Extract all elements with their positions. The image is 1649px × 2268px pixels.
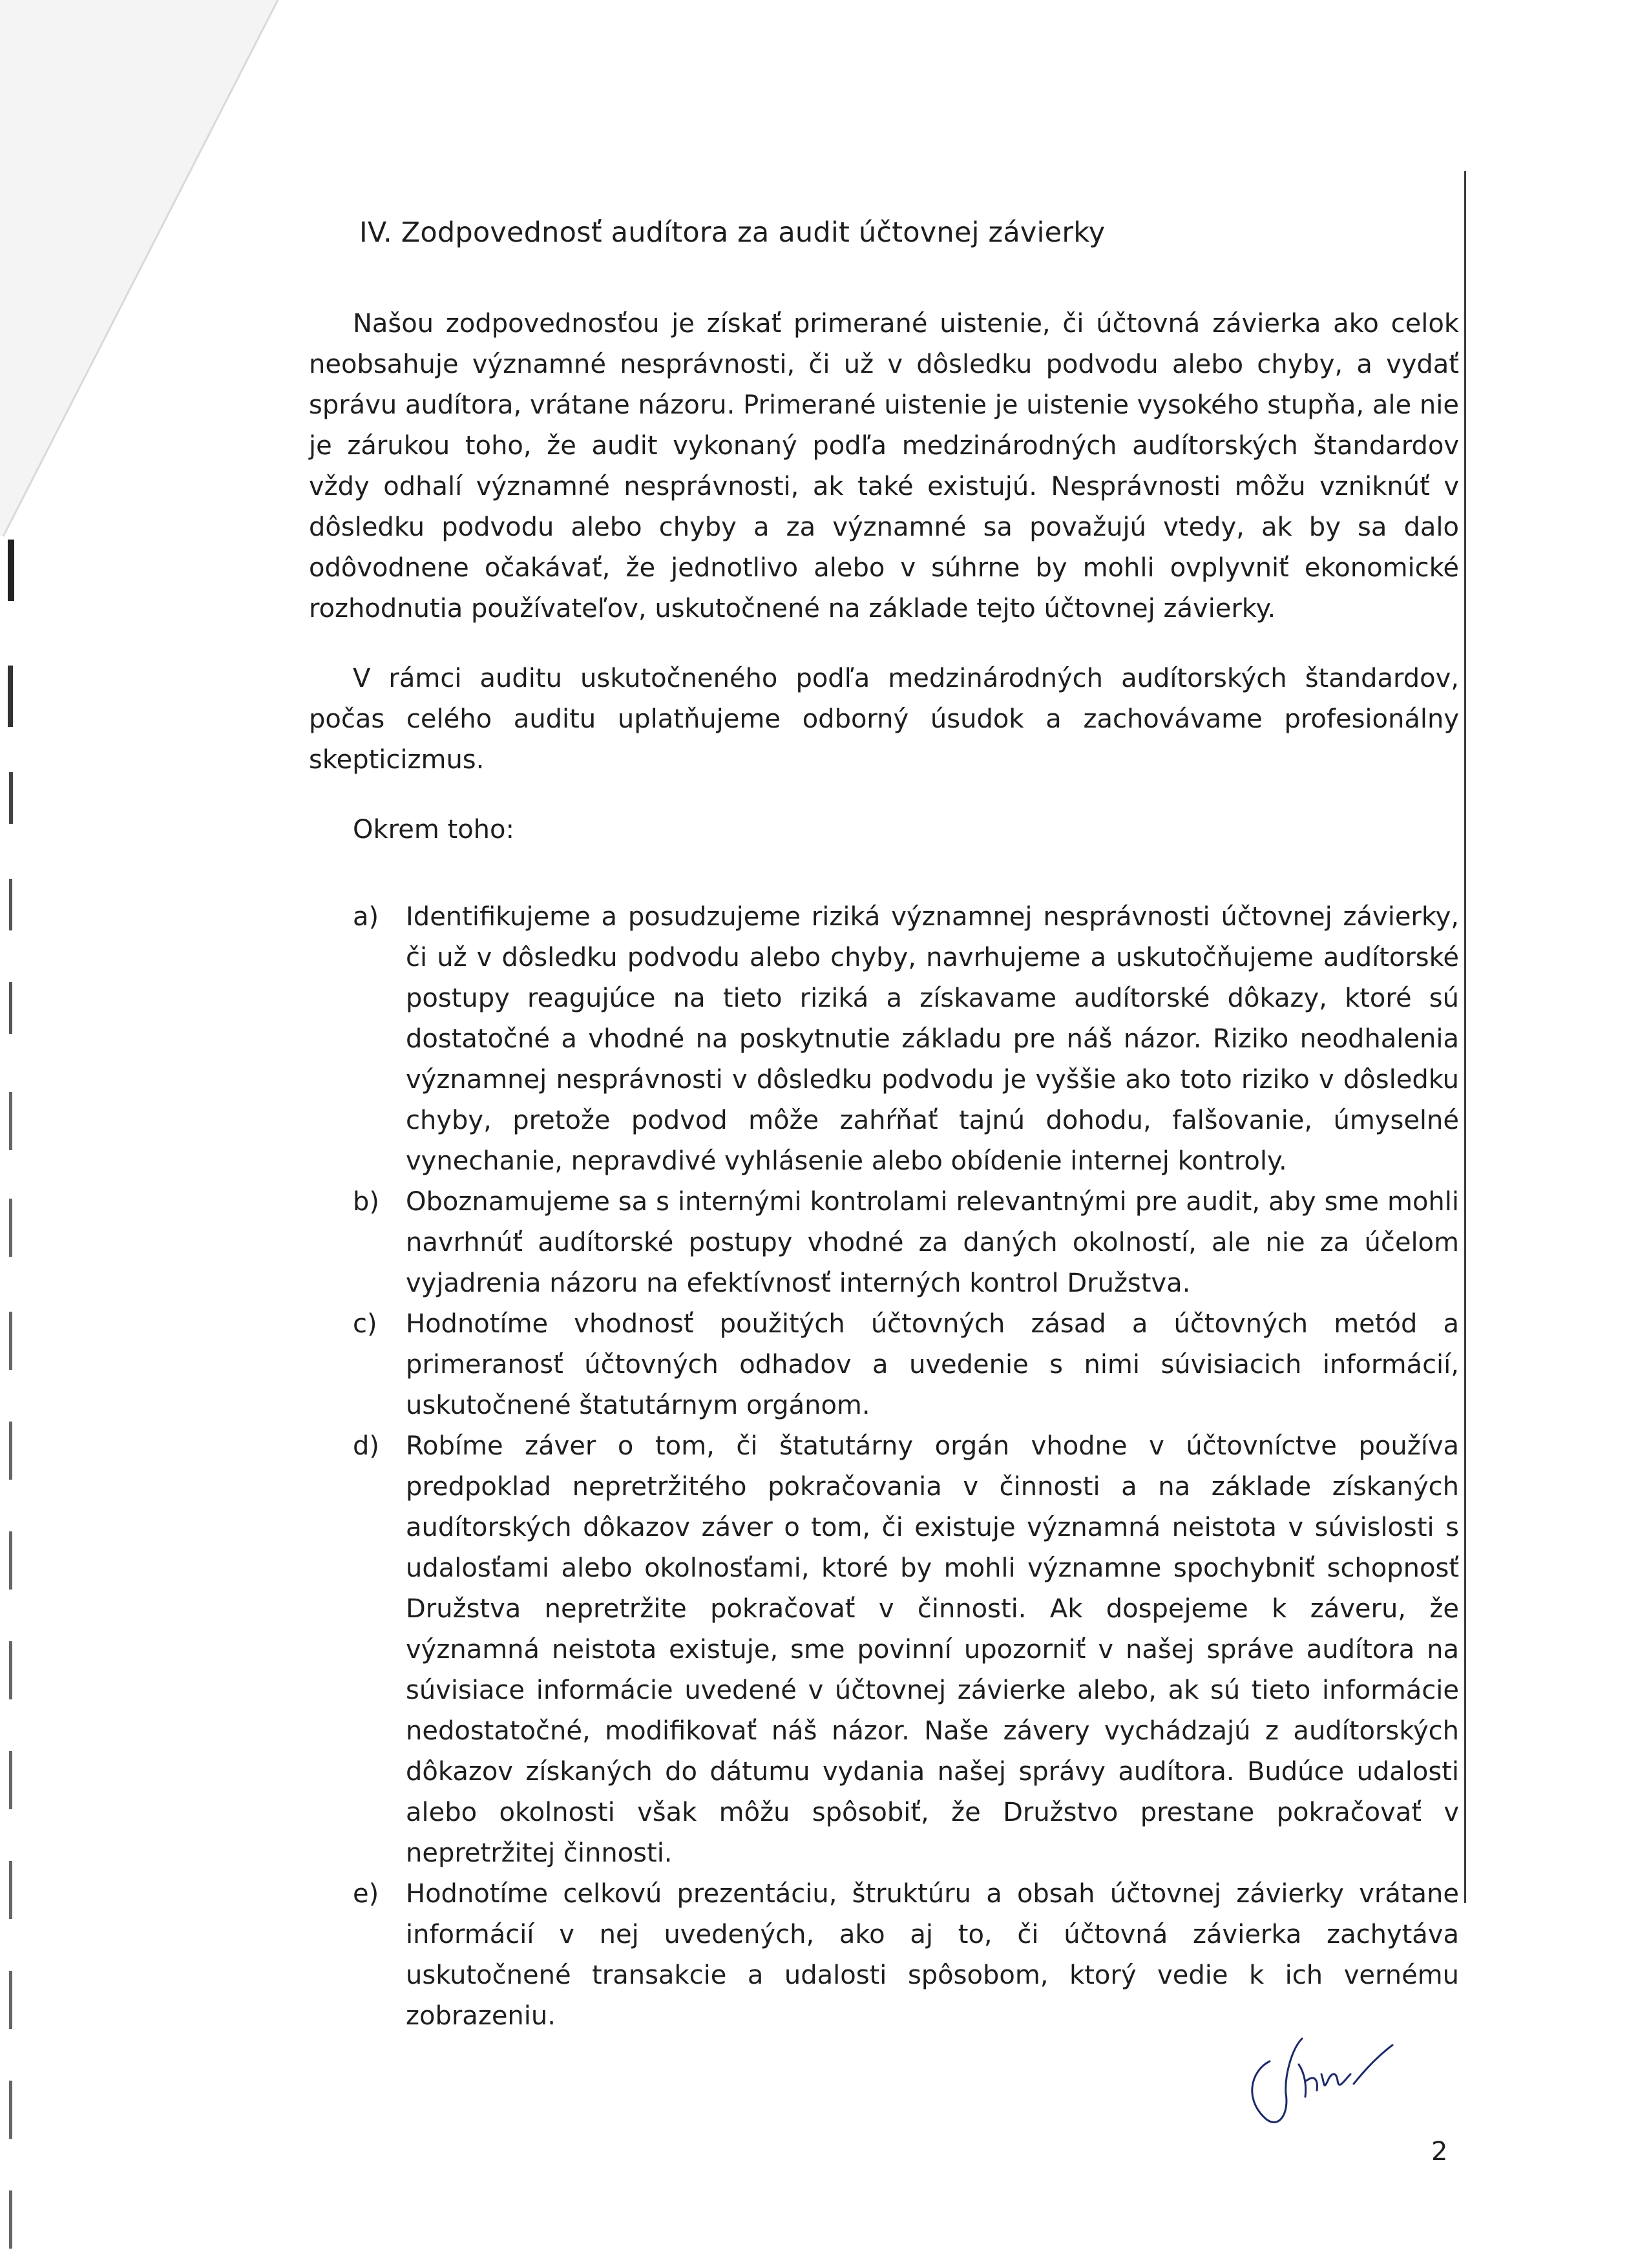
list-marker: b): [353, 1187, 379, 1217]
list-item: [309, 1304, 1459, 1426]
list-marker: d): [353, 1431, 379, 1461]
list-item-text: Oboznamujeme sa s internými kontrolami relevantnými pre audit, aby sme mohli navrhnúť audítorské postupy vhodné za daných okolností, ale nie za účelom vyjadrenia názoru na efektívnosť interných kontrol Družstva.: [406, 1187, 1459, 1298]
list-item-text: Identifikujeme a posudzujeme riziká významnej nesprávnosti účtovnej závierky, či už v dôsledku podvodu alebo chyby, navrhujeme a uskutočňujeme audítorské postupy reagujúce na tieto riziká a získavame audítorské dôkazy, ktoré sú dostatočné a vhodné na poskytnutie základu pre náš názor. Riziko neodhalenia významnej nesprávnosti v dôsledku podvodu je vyššie ako toto riziko v dôsledku chyby, pretože podvod môže zahŕňať tajnú dohodu, falšovanie, úmyselné vynechanie, nepravdivé vyhlásenie alebo obídenie internej kontroly.: [406, 902, 1459, 1176]
list-item: [309, 1874, 1459, 2037]
paragraph-skepticism: V rámci auditu uskutočneného podľa medzinárodných audítorských štandardov, počas celého auditu uplatňujeme odborný úsudok a zachovávame profesionálny skepticizmus.: [309, 664, 1459, 775]
list-item-text: Hodnotíme vhodnosť použitých účtovných zásad a účtovných metód a primeranosť účtovných odhadov a uvedenie s nimi súvisiacich informácií, uskutočnené štatutárnym orgánom.: [406, 1309, 1459, 1420]
list-item: [309, 1182, 1459, 1304]
section-heading: IV. Zodpovednosť audítora za audit účtovnej závierky: [359, 216, 1106, 249]
list-marker: a): [353, 902, 379, 932]
list-item-text: Robíme záver o tom, či štatutárny orgán vhodne v účtovníctve používa predpoklad nepretržitého pokračovania v činnosti a na základe získaných audítorských dôkazov záver o tom, či existuje významná neistota v súvislosti s udalosťami alebo okolnosťami, ktoré by mohli významne spochybniť schopnosť Družstva nepretržite pokračovať v činnosti. Ak dospejeme k záveru, že významná neistota existuje, sme povinní upozorniť v našej správe audítora na súvisiace informácie uvedené v účtovnej závierke alebo, ak sú tieto informácie nedostatočné, modifikovať náš názor. Naše závery vychádzajú z audítorských dôkazov získaných do dátumu vydania našej správy audítora. Budúce udalosti alebo okolnosti však môžu spôsobiť, že Družstvo prestane pokračovať v nepretržitej činnosti.: [406, 1431, 1459, 1868]
list-item-text: Hodnotíme celkovú prezentáciu, štruktúru a obsah účtovnej závierky vrátane informácií v nej uvedených, ako aj to, či účtovná závierka zachytáva uskutočnené transakcie a udalosti spôsobom, ktorý vedie k ich vernému zobrazeniu.: [406, 1879, 1459, 2031]
document-body: [309, 213, 1459, 2037]
paragraph-intro-list: Okrem toho:: [353, 815, 514, 845]
page-number: 2: [1431, 2137, 1448, 2167]
list-marker: e): [353, 1879, 379, 1909]
binding-marks: [0, 0, 39, 2268]
list-item: [309, 897, 1459, 1182]
procedures-list: [309, 897, 1459, 2037]
handwritten-signature: [1241, 2035, 1396, 2132]
paragraph-responsibility: Našou zodpovednosťou je získať primerané uistenie, či účtovná závierka ako celok neobsahuje významné nesprávnosti, či už v dôsledku podvodu alebo chyby, a vydať správu audítora, vrátane názoru. Primerané uistenie je uistenie vysokého stupňa, ale nie je zárukou toho, že audit vykonaný podľa medzinárodných audítorských štandardov vždy odhalí významné nesprávnosti, ak také existujú. Nesprávnosti môžu vzniknúť v dôsledku podvodu alebo chyby a za významné sa považujú vtedy, ak by sa dalo odôvodnene očakávať, že jednotlivo alebo v súhrne by mohli ovplyvniť ekonomické rozhodnutia používateľov, uskutočnené na základe tejto účtovnej závierky.: [309, 309, 1459, 624]
list-marker: c): [353, 1309, 377, 1339]
list-item: [309, 1426, 1459, 1874]
right-margin-line: [1464, 171, 1466, 1903]
